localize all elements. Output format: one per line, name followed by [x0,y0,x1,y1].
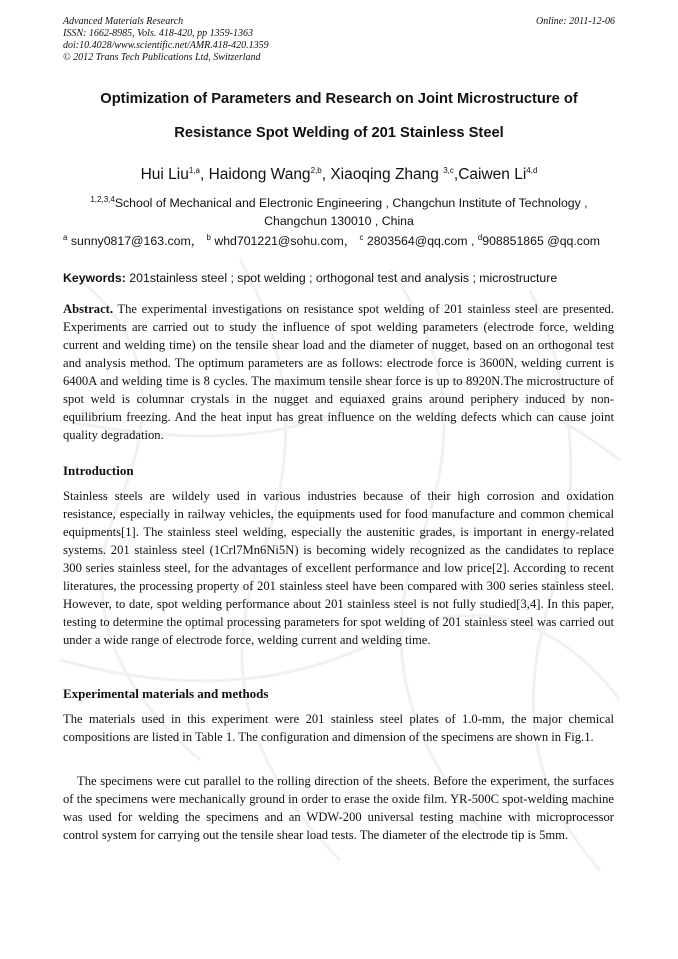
affiliation-line-2: Changchun 130010 , China [264,214,414,228]
experimental-paragraph-2: The specimens were cut parallel to the rolling direction of the sheets. Before the experiment, the surfaces of the specimens were mechanically ground in order to erase the oxide film. YR-500C spot-welding machine was used for welding the specimens and an WDW-200 universal testing machine with microprocessor control system for carrying out the tensile shear load tests. The diameter of the electrode tip is 5mm. [63,774,614,842]
email-separator: ， [190,234,204,248]
issn-line: ISSN: 1662-8985, Vols. 418-420, pp 1359-1363 [63,28,253,39]
email-sup: a [63,232,68,242]
email-separator: ， [343,234,357,248]
abstract-label: Abstract. [63,302,114,316]
affiliation-sup: 1,2,3,4 [90,194,115,204]
email-sup: c [359,232,364,242]
paper-title-line-2: Resistance Spot Welding of 201 Stainless Steel [174,125,504,141]
doi-line: doi:10.4028/www.scientific.net/AMR.418-420.1359 [63,40,269,51]
experimental-heading: Experimental materials and methods [63,686,269,701]
keywords-label: Keywords: [63,271,126,285]
copyright-line: © 2012 Trans Tech Publications Ltd, Switzerland [63,52,261,63]
affiliation-text: School of Mechanical and Electronic Engineering , Changchun Institute of Technology , [114,196,588,210]
journal-name: Advanced Materials Research [63,16,184,27]
abstract [63,300,614,444]
email-sup: b [206,232,211,242]
email-address[interactable]: sunny0817@163.com [70,234,191,248]
introduction-heading: Introduction [63,463,134,478]
abstract-text: The experimental investigations on resistance spot welding of 201 stainless steel are presented. Experiments are carried out to study the influence of spot welding parameters (electrode force, welding current and welding time) on the tensile shear load and the diameter of nugget, based on an orthogonal test and analysis method. The optimum parameters are as follows: electrode force is 3600N, welding current is 6400A and welding time is 8 cycles. The maximum tensile shear force is up to 8920N.The microstructure of spot weld is columnar crystals in the nugget and equiaxed grains around periphery induced by non-equilibrium freezing. And the heat input has great influence on the welding defects which can cause joint quality degradation. [63,302,614,442]
journal-header [63,16,269,64]
email-address[interactable]: 908851865 @qq.com [482,234,601,248]
email-sup: d [477,232,483,242]
paper-title-line-1: Optimization of Parameters and Research on Joint Microstructure of [100,91,578,107]
author-name: Caiwen Li [458,166,527,183]
introduction-paragraph: Stainless steels are wildely used in various industries because of their high corrosion and oxidation resistance, especially in railway vehicles, the equipments used for food manufacture and common chemical equipments[1]. The stainless steel welding, especially the austenitic grades, is important in energy-related systems. 201 stainless steel (1Crl7Mn6Ni5N) is becoming widely recognized as the candidates to replace 300 series stainless steel, for the advantages of excellent performance and low price[2]. According to recent literatures, the processing property of 201 stainless steel have been compared with 300 series stainless steel. However, to date, spot welding performance about 201 stainless steel is not fully studied[3,4]. In this paper, testing to determine the optimal processing parameters for spot welding of 201 stainless steel was carried out under a wide range of electrode force, welding current and welding time. [63,489,614,647]
author-name: Xiaoqing Zhang [330,166,439,183]
affiliation-line-1 [30,196,648,210]
author-sup: 2,b [310,165,322,175]
online-date: Online: 2011-12-06 [536,16,615,27]
email-list [63,231,623,249]
experimental-paragraph-1: The materials used in this experiment were 201 stainless steel plates of 1.0-mm, the major chemical compositions are listed in Table 1. The configuration and dimension of the specimens are shown in Fig.1. [63,712,614,744]
author-name: Haidong Wang [208,166,311,183]
author-name: Hui Liu [140,166,189,183]
email-address[interactable]: 2803564@qq.com [366,234,468,248]
email-separator: , [467,234,478,248]
keywords-text: 201stainless steel ; spot welding ; orthogonal test and analysis ; microstructure [129,271,558,285]
author-sup: 4,d [526,165,538,175]
keywords [63,271,623,285]
author-sup: 1,a [188,165,200,175]
email-address[interactable]: whd701221@sohu.com [214,234,344,248]
author-list: Hui Liu$^{1,a}$, Haidong Wang$^{2,b}$, Xiaoqing Zhang $^{3,c}$,Caiwen Li$^{4,d}$ [140,165,538,183]
author-sup: 3,c [443,165,454,175]
